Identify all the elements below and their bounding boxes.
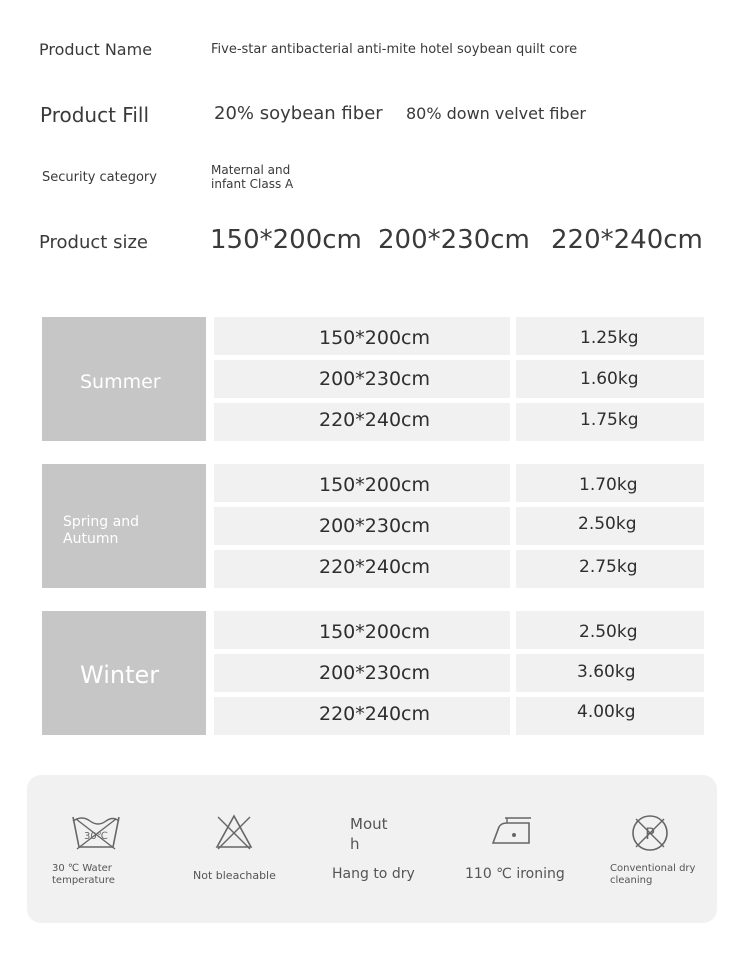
season-label: Summer: [80, 371, 161, 393]
size-text: 200*230cm: [319, 515, 430, 537]
size-text: 150*200cm: [319, 621, 430, 643]
season-cell-winter: [42, 611, 206, 735]
weight-cell: [516, 403, 704, 441]
weight-text: 3.60kg: [577, 662, 636, 682]
size-cell: [214, 360, 510, 398]
iron-label: 110 ℃ ironing: [465, 866, 565, 882]
product-fill-value-1: 20% soybean fiber: [214, 103, 383, 124]
weight-text: 2.50kg: [578, 514, 637, 534]
season-label-line2: Autumn: [63, 531, 119, 547]
dry-clean-icon: [630, 813, 670, 853]
product-fill-value-2: 80% down velvet fiber: [406, 104, 586, 123]
product-name-label: Product Name: [39, 40, 153, 59]
size-cell: [214, 507, 510, 545]
season-cell-spring-autumn: [42, 464, 206, 588]
weight-text: 2.50kg: [579, 622, 638, 642]
weight-cell: [516, 550, 704, 588]
size-text: 220*240cm: [319, 703, 430, 725]
size-text: 220*240cm: [319, 556, 430, 578]
clean-label-line2: cleaning: [610, 875, 653, 886]
wash-label-line2: temperature: [52, 875, 115, 886]
size-cell: [214, 697, 510, 735]
security-category-label: Security category: [42, 170, 157, 185]
size-cell: [214, 550, 510, 588]
product-name-value: Five-star antibacterial anti-mite hotel soybean quilt core: [211, 42, 578, 57]
size-text: 220*240cm: [319, 409, 430, 431]
iron-dot: [512, 833, 516, 837]
weight-cell: [516, 360, 704, 398]
weight-text: 4.00kg: [577, 702, 636, 722]
product-size-label: Product size: [39, 232, 148, 253]
size-cell: [214, 403, 510, 441]
security-category-value-line1: Maternal and: [211, 163, 291, 177]
weight-text: 2.75kg: [579, 557, 638, 577]
hang-dry-icon-line2: h: [350, 835, 360, 853]
weight-cell: [516, 611, 704, 649]
product-size-value-2: 200*230cm: [378, 225, 530, 255]
size-text: 200*230cm: [319, 368, 430, 390]
product-fill-label: Product Fill: [40, 103, 150, 127]
size-cell: [214, 654, 510, 692]
season-cell-summer: [42, 317, 206, 441]
season-label-line1: Spring and: [63, 514, 139, 530]
wash-icon-text: 30℃: [84, 831, 108, 842]
weight-cell: [516, 317, 704, 355]
size-text: 150*200cm: [319, 474, 430, 496]
dry-clean-icon-text: P: [645, 824, 655, 843]
weight-cell: [516, 464, 704, 502]
size-text: 150*200cm: [319, 327, 430, 349]
security-category-value-line2: infant Class A: [211, 177, 294, 191]
iron-icon: [489, 815, 535, 849]
weight-cell: [516, 654, 704, 692]
weight-cell: [516, 697, 704, 735]
wash-label-line1: 30 ℃ Water: [52, 863, 112, 874]
product-size-value-3: 220*240cm: [551, 225, 703, 255]
size-cell: [214, 611, 510, 649]
weight-text: 1.75kg: [580, 410, 639, 430]
wash-30-icon: [70, 813, 122, 853]
size-text: 200*230cm: [319, 662, 430, 684]
size-cell: [214, 317, 510, 355]
product-size-value-1: 150*200cm: [210, 225, 362, 255]
bleach-label: Not bleachable: [193, 869, 276, 882]
care-instructions-panel: [27, 775, 717, 923]
weight-text: 1.60kg: [580, 369, 639, 389]
weight-cell: [516, 507, 704, 545]
weight-text: 1.25kg: [580, 328, 639, 348]
hang-dry-icon-line1: Mout: [350, 815, 388, 833]
dry-label: Hang to dry: [332, 866, 415, 882]
no-bleach-icon: [214, 813, 254, 851]
weight-text: 1.70kg: [579, 475, 638, 495]
season-label: Winter: [80, 661, 160, 689]
size-cell: [214, 464, 510, 502]
clean-label-line1: Conventional dry: [610, 863, 696, 874]
